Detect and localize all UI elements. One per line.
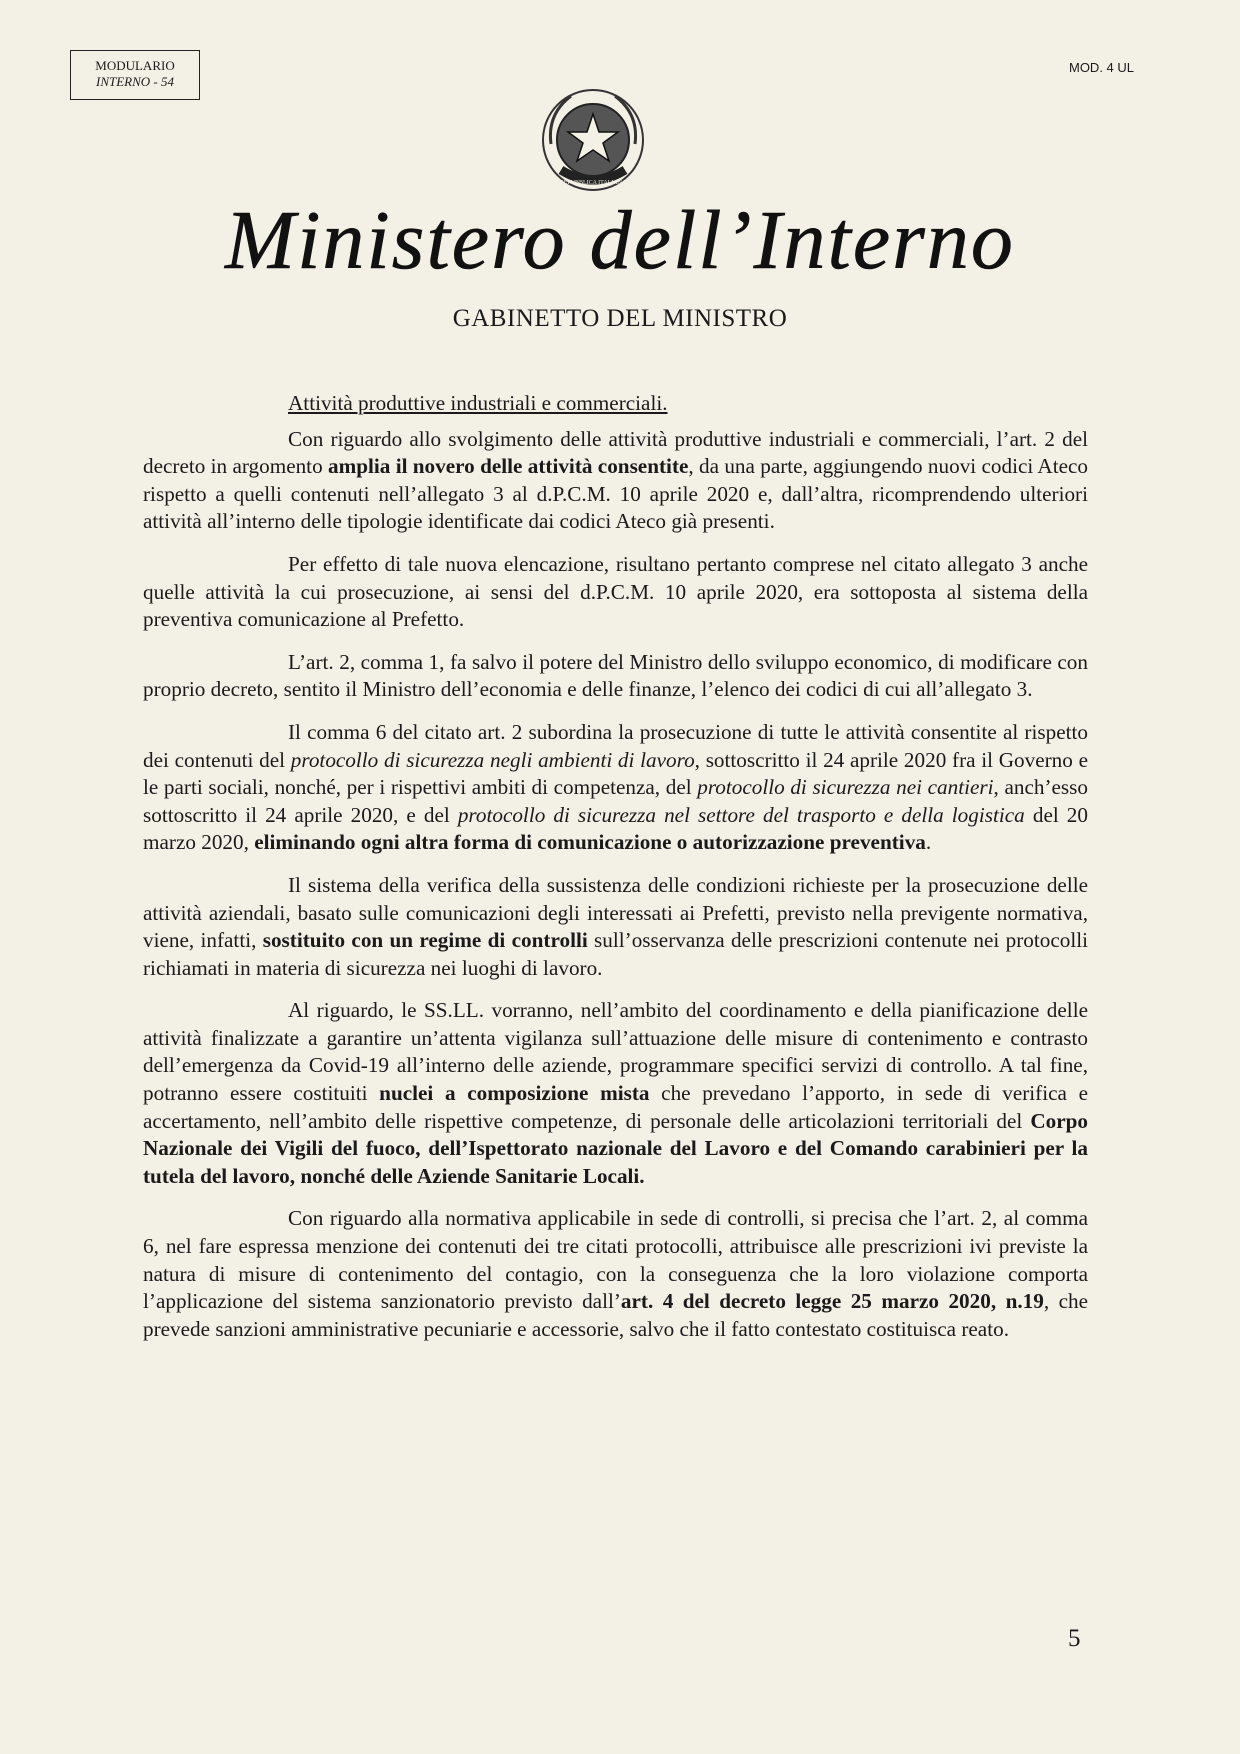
paragraph-5: Il sistema della verifica della sussistenza delle condizioni richieste per la prosecuzione delle attività aziendali, basato sulle comunicazioni degli interessati ai Prefetti, previsto nella previgente normativa, viene, infatti, sostituito con un regime di controlli sull’osservanza delle prescrizioni contenute nei protocolli richiamati in materia di sicurezza nei luoghi di lavoro.: [143, 872, 1089, 980]
document-body: [143, 390, 1088, 1358]
paragraph-3: L’art. 2, comma 1, fa salvo il potere del Ministro dello sviluppo economico, di modificare con proprio decreto, sentito il Ministro dell’economia e delle finanze, l’elenco dei codici di cui all’allegato 3.: [143, 649, 1088, 702]
paragraph-2: Per effetto di tale nuova elencazione, risultano pertanto comprese nel citato allegato 3 anche quelle attività la cui prosecuzione, ai sensi del d.P.C.M. 10 aprile 2020, era sottoposta al sistema della preventiva comunicazione al Prefetto.: [143, 551, 1088, 632]
emblem-text: REPUBBLICA ITALIANA: [559, 180, 627, 186]
modulario-box: [70, 50, 200, 100]
page-number: 5: [1068, 1625, 1081, 1652]
paragraph-7: Con riguardo alla normativa applicabile in sede di controlli, si precisa che l’art. 2, al comma 6, nel fare espressa menzione dei contenuti dei tre citati protocolli, attribuisce alle prescrizioni ivi previste la natura di misure di contenimento del contagio, con la conseguenza che la loro violazione comporta l’applicazione del sistema sanzionatorio previsto dall’art. 4 del decreto legge 25 marzo 2020, n.19, che prevede sanzioni amministrative pecuniarie e accessorie, salvo che il fatto contestato costituisca reato.: [143, 1206, 1088, 1341]
ministry-script-title: [120, 178, 1120, 298]
paragraph-4: Il comma 6 del citato art. 2 subordina la prosecuzione di tutte le attività consentite al rispetto dei contenuti del protocollo di sicurezza negli ambienti di lavoro, sottoscritto il 24 aprile 2020 fra il Governo e le parti sociali, nonché, per i rispettivi ambiti di competenza, del protocollo di sicurezza nei cantieri, anch’esso sottoscritto il 24 aprile 2020, e del protocollo di sicurezza nel settore del trasporto e della logistica del 20 marzo 2020, eliminando ogni altra forma di comunicazione o autorizzazione preventiva.: [143, 719, 1089, 855]
modulario-line1: MODULARIO: [95, 58, 175, 73]
mod-code: MOD. 4 UL: [1068, 60, 1134, 75]
paragraph-1: Con riguardo allo svolgimento delle attività produttive industriali e commerciali, l’art. 2 del decreto in argomento amplia il novero delle attività consentite, da una parte, aggiungendo nuovi codici Ateco rispetto a quelli contenuti nell’allegato 3 al d.P.C.M. 10 aprile 2020 e, dall’altra, ricomprendendo ulteriori attività all’interno delle tipologie identificate dai codici Ateco già presenti.: [143, 426, 1089, 534]
modulario-line2: INTERNO - 54: [96, 74, 174, 89]
ministry-name: Ministero dell’Interno: [225, 194, 1015, 287]
paragraph-6: Al riguardo, le SS.LL. vorranno, nell’ambito del coordinamento e della pianificazione delle attività finalizzate a garantire un’attenta vigilanza sull’attuazione delle misure di contenimento e contrasto dell’emergenza da Covid-19 all’interno delle aziende, programmare specifici servizi di controllo. A tal fine, potranno essere costituiti nuclei a composizione mista che prevedano l’apporto, in sede di verifica e accertamento, nell’ambito delle rispettive competenze, di personale delle articolazioni territoriali del Corpo Nazionale dei Vigili del fuoco, dell’Ispettorato nazionale del Lavoro e del Comando carabinieri per la tutela del lavoro, nonché delle Aziende Sanitarie Locali.: [143, 998, 1088, 1188]
department-heading: GABINETTO DEL MINISTRO: [452, 305, 788, 332]
section-title: Attività produttive industriali e commerciali.: [288, 391, 668, 415]
